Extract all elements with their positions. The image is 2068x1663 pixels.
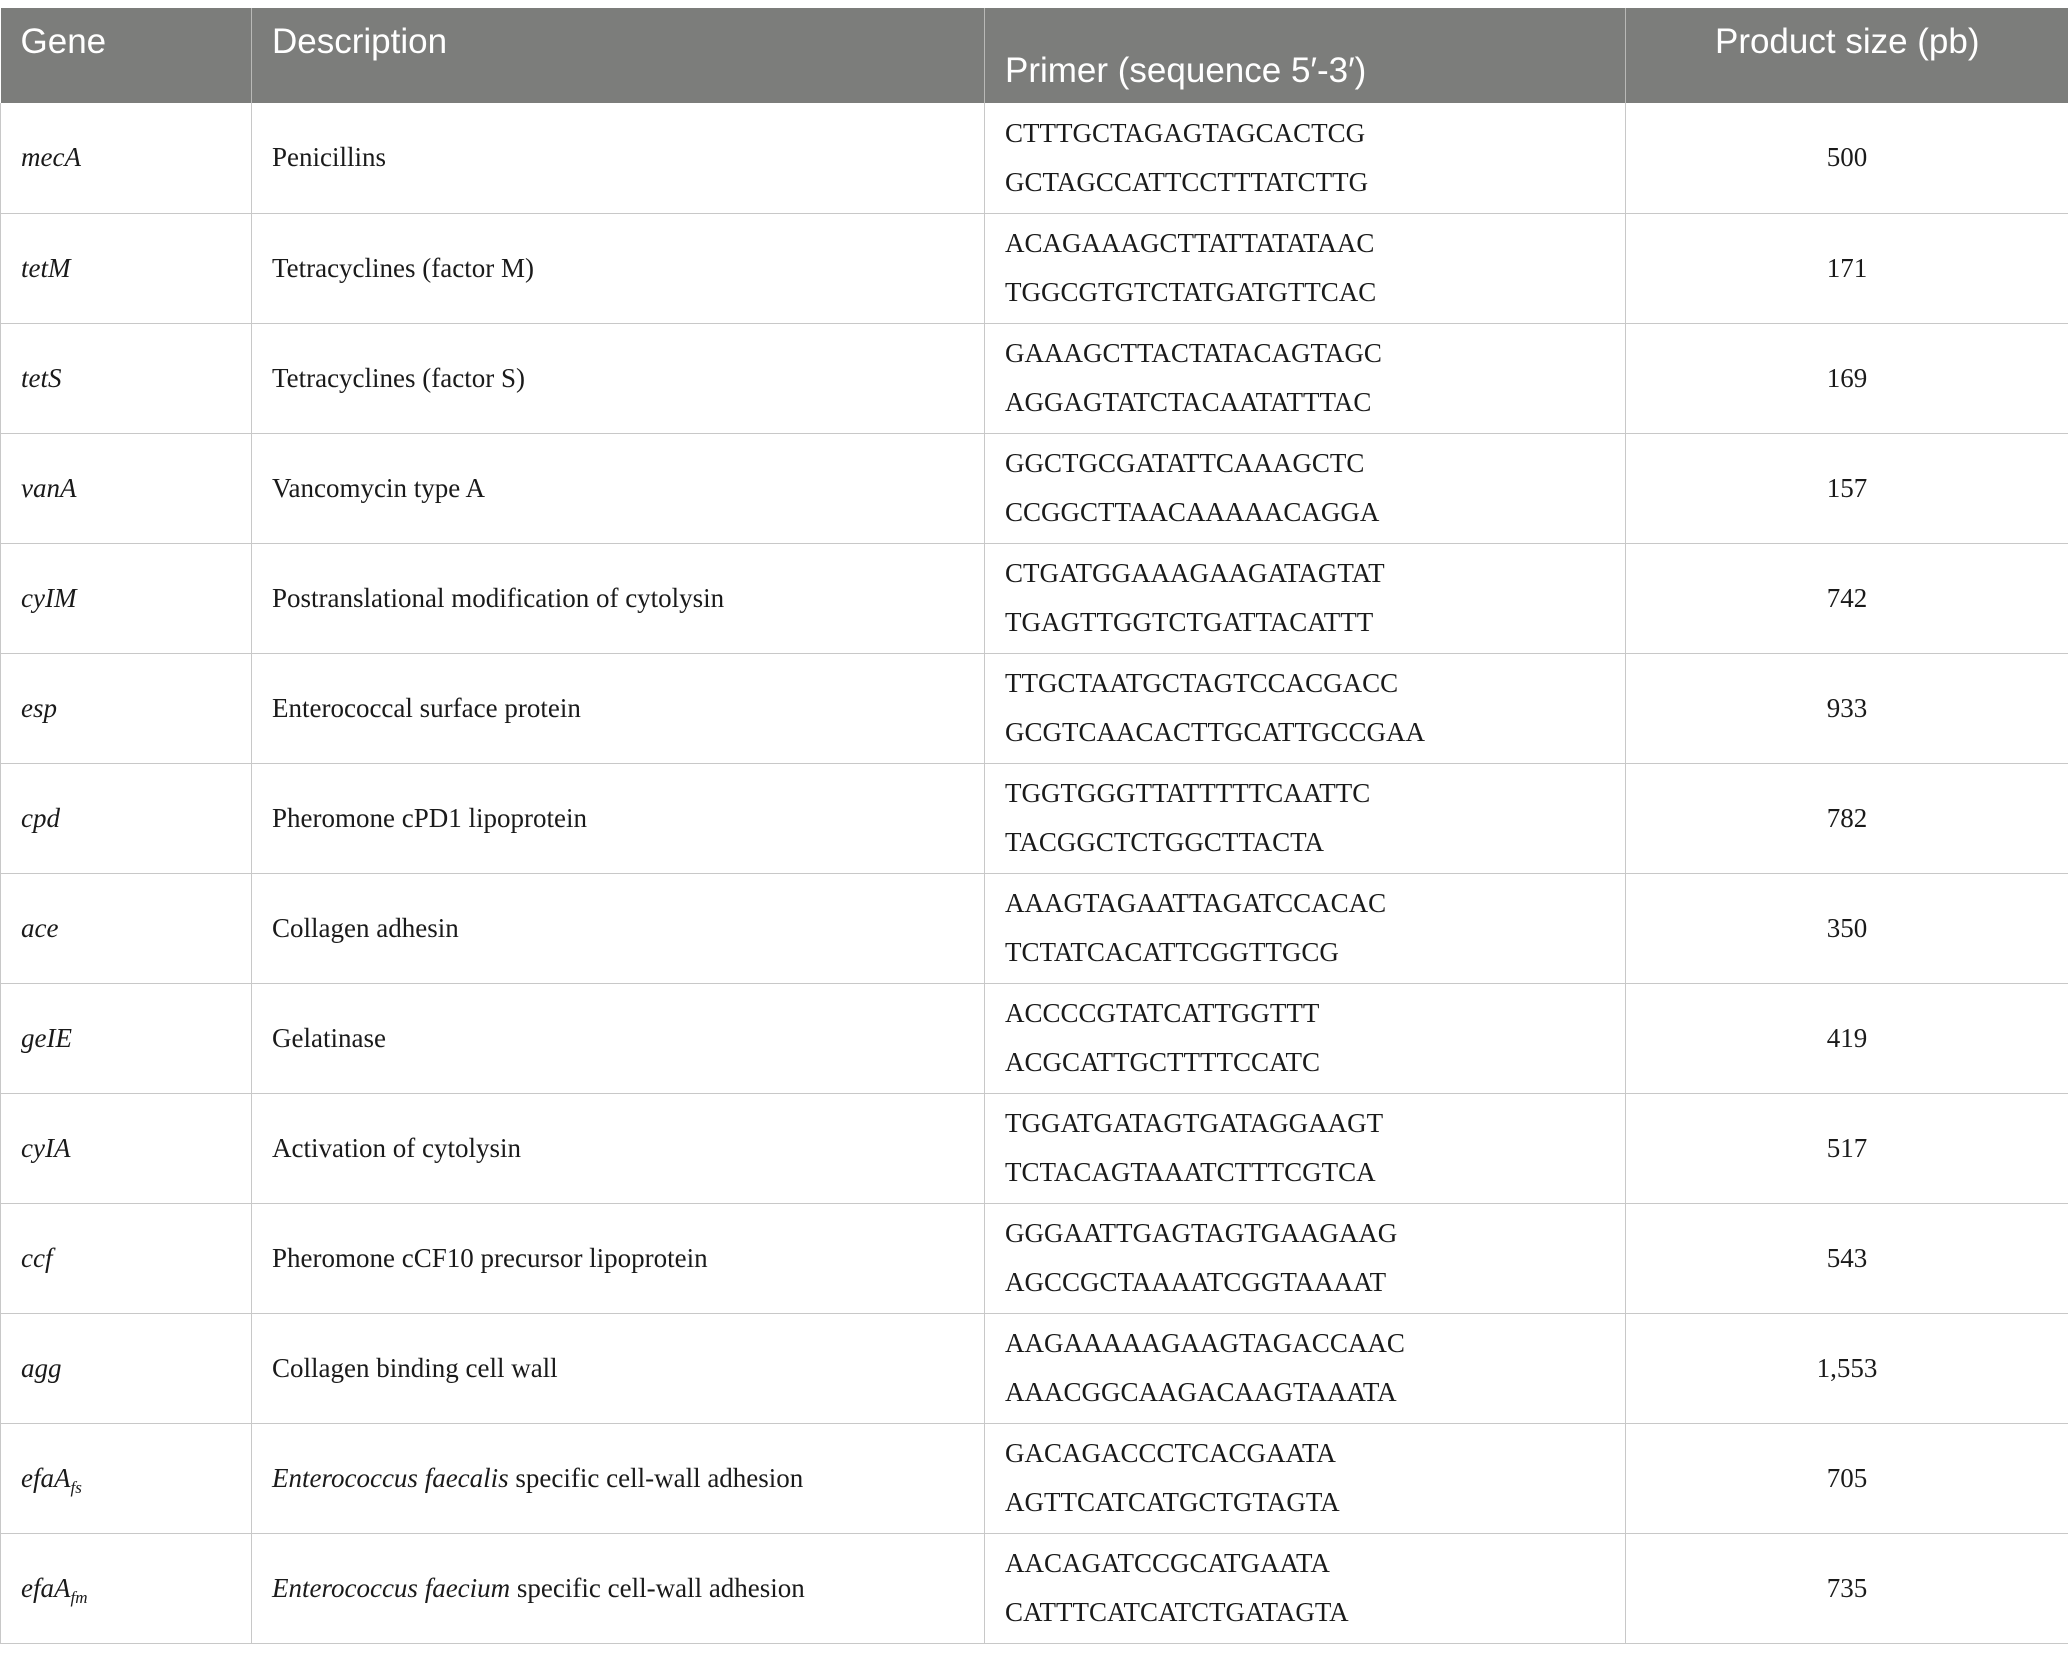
primer-cell	[985, 763, 1626, 873]
primer-reverse: CATTTCATCATCTGATAGTA	[1005, 1597, 1349, 1627]
gene-name: efaA	[21, 1462, 71, 1493]
primer-cell	[985, 1093, 1626, 1203]
gene-name: tetM	[21, 252, 71, 283]
product-size-cell: 419	[1626, 983, 2068, 1093]
product-size-cell: 705	[1626, 1423, 2068, 1533]
product-size-cell: 157	[1626, 433, 2068, 543]
description-cell	[252, 543, 985, 653]
primer-forward: GGCTGCGATATTCAAAGCTC	[1005, 448, 1365, 478]
description-cell	[252, 653, 985, 763]
description-text: Tetracyclines (factor S)	[272, 362, 525, 393]
product-size-cell: 171	[1626, 213, 2068, 323]
table-row	[1, 1423, 2068, 1533]
primer-cell	[985, 983, 1626, 1093]
primer-reverse: GCTAGCCATTCCTTTATCTTG	[1005, 166, 1369, 197]
primer-reverse: GCGTCAACACTTGCATTGCCGAA	[1005, 717, 1426, 747]
table-row	[1, 763, 2068, 873]
gene-cell	[1, 1093, 252, 1203]
primer-forward: ACCCCGTATCATTGGTTT	[1005, 998, 1320, 1028]
description-cell	[252, 1093, 985, 1203]
primer-cell	[985, 1423, 1626, 1533]
gene-cell	[1, 213, 252, 323]
product-size-cell: 350	[1626, 873, 2068, 983]
description-cell	[252, 1533, 985, 1643]
product-size-cell: 500	[1626, 103, 2068, 213]
description-text: Penicillins	[272, 142, 386, 173]
primer-forward: TTGCTAATGCTAGTCCACGACC	[1005, 668, 1399, 698]
product-size-cell: 782	[1626, 763, 2068, 873]
primer-reverse: CCGGCTTAACAAAAACAGGA	[1005, 497, 1380, 527]
gene-name: mecA	[21, 142, 81, 173]
table-row	[1, 323, 2068, 433]
gene-cell	[1, 543, 252, 653]
description-cell	[252, 433, 985, 543]
gene-cell	[1, 873, 252, 983]
primer-forward: TGGATGATAGTGATAGGAAGT	[1005, 1108, 1384, 1138]
primer-forward: GAAAGCTTACTATACAGTAGC	[1005, 338, 1382, 368]
gene-name: cyIM	[21, 582, 77, 613]
gene-name: geIE	[21, 1022, 72, 1053]
gene-cell	[1, 653, 252, 763]
gene-name: ace	[21, 912, 59, 943]
table-row	[1, 543, 2068, 653]
primer-cell	[985, 323, 1626, 433]
description-text: Vancomycin type A	[272, 472, 485, 503]
description-cell	[252, 103, 985, 213]
primer-cell	[985, 1533, 1626, 1643]
description-cell	[252, 1313, 985, 1423]
description-text: Collagen binding cell wall	[272, 1352, 558, 1383]
description-text: Tetracyclines (factor M)	[272, 252, 534, 283]
product-size-cell: 1,553	[1626, 1313, 2068, 1423]
gene-name: esp	[21, 692, 57, 723]
header-product-size: Product size (pb)	[1626, 8, 2068, 103]
table-row	[1, 213, 2068, 323]
gene-cell	[1, 1533, 252, 1643]
gene-name: ccf	[21, 1242, 53, 1273]
species-name: Enterococcus faecalis	[272, 1462, 509, 1493]
gene-subscript: fs	[70, 1477, 82, 1497]
product-size-cell: 742	[1626, 543, 2068, 653]
gene-name: tetS	[21, 362, 62, 393]
table-row	[1, 1203, 2068, 1313]
gene-name: efaA	[21, 1572, 71, 1603]
gene-cell	[1, 103, 252, 213]
description-cell	[252, 1423, 985, 1533]
gene-cell	[1, 1423, 252, 1533]
primer-cell	[985, 433, 1626, 543]
description-text: Activation of cytolysin	[272, 1132, 521, 1163]
description-cell	[252, 213, 985, 323]
gene-subscript: fm	[70, 1587, 88, 1607]
primer-reverse: ACGCATTGCTTTTCCATC	[1005, 1047, 1321, 1077]
primer-reverse: AGTTCATCATGCTGTAGTA	[1005, 1487, 1340, 1517]
header-primer: Primer (sequence 5′-3′)	[985, 8, 1626, 103]
table-row	[1, 103, 2068, 213]
product-size-cell: 933	[1626, 653, 2068, 763]
gene-cell	[1, 323, 252, 433]
primer-forward: AACAGATCCGCATGAATA	[1005, 1548, 1330, 1578]
primer-reverse: AGGAGTATCTACAATATTTAC	[1005, 387, 1372, 417]
primer-forward: AAGAAAAAGAAGTAGACCAAC	[1005, 1328, 1405, 1358]
description-text: Gelatinase	[272, 1022, 386, 1053]
species-name: Enterococcus faecium	[272, 1572, 511, 1603]
gene-name: cpd	[21, 802, 60, 833]
gene-name: agg	[21, 1352, 62, 1383]
primer-forward: CTGATGGAAAGAAGATAGTAT	[1005, 558, 1385, 588]
description-text: Collagen adhesin	[272, 912, 459, 943]
primer-reverse: AGCCGCTAAAATCGGTAAAAT	[1005, 1267, 1387, 1297]
primer-forward: ACAGAAAGCTTATTATATAAC	[1005, 228, 1375, 258]
gene-cell	[1, 1313, 252, 1423]
product-size-cell: 735	[1626, 1533, 2068, 1643]
primer-forward: TGGTGGGTTATTTTTCAATTC	[1005, 778, 1371, 808]
description-cell	[252, 323, 985, 433]
table-row	[1, 1093, 2068, 1203]
primer-cell	[985, 873, 1626, 983]
primer-cell	[985, 213, 1626, 323]
table-row	[1, 873, 2068, 983]
primer-reverse: TCTACAGTAAATCTTTCGTCA	[1005, 1157, 1376, 1187]
description-text: Enterococcal surface protein	[272, 692, 581, 723]
table-row	[1, 1313, 2068, 1423]
description-cell	[252, 873, 985, 983]
product-size-cell: 517	[1626, 1093, 2068, 1203]
gene-name: vanA	[21, 472, 77, 503]
primer-reverse: TCTATCACATTCGGTTGCG	[1005, 937, 1339, 967]
primer-reverse: TGAGTTGGTCTGATTACATTT	[1005, 607, 1374, 637]
primer-forward: CTTTGCTAGAGTAGCACTCG	[1005, 117, 1366, 148]
table-row	[1, 653, 2068, 763]
primer-cell	[985, 1203, 1626, 1313]
primer-forward: GACAGACCCTCACGAATA	[1005, 1438, 1336, 1468]
gene-cell	[1, 763, 252, 873]
description-text: Postranslational modification of cytolysin	[272, 582, 725, 613]
gene-name: cyIA	[21, 1132, 71, 1163]
description-cell	[252, 983, 985, 1093]
primer-cell	[985, 543, 1626, 653]
table-row	[1, 983, 2068, 1093]
primer-table	[0, 8, 2068, 1644]
primer-reverse: AAACGGCAAGACAAGTAAATA	[1005, 1377, 1397, 1407]
product-size-cell: 543	[1626, 1203, 2068, 1313]
gene-cell	[1, 433, 252, 543]
gene-cell	[1, 983, 252, 1093]
description-cell	[252, 1203, 985, 1313]
table-row	[1, 433, 2068, 543]
header-description: Description	[252, 8, 985, 103]
primer-cell	[985, 103, 1626, 213]
table-body	[1, 103, 2068, 1643]
description-text: Pheromone cPD1 lipoprotein	[272, 802, 587, 833]
description-cell	[252, 763, 985, 873]
primer-reverse: TGGCGTGTCTATGATGTTCAC	[1005, 277, 1377, 307]
table-row	[1, 1533, 2068, 1643]
description-text: specific cell-wall adhesion	[508, 1462, 804, 1493]
gene-cell	[1, 1203, 252, 1313]
header-gene: Gene	[1, 8, 252, 103]
header-row	[1, 8, 2068, 103]
description-text: Pheromone cCF10 precursor lipoprotein	[272, 1242, 708, 1273]
primer-cell	[985, 1313, 1626, 1423]
primer-forward: GGGAATTGAGTAGTGAAGAAG	[1005, 1218, 1398, 1248]
product-size-cell: 169	[1626, 323, 2068, 433]
primer-cell	[985, 653, 1626, 763]
description-text: specific cell-wall adhesion	[510, 1572, 805, 1603]
primer-reverse: TACGGCTCTGGCTTACTA	[1005, 827, 1325, 857]
primer-forward: AAAGTAGAATTAGATCCACAC	[1005, 888, 1387, 918]
